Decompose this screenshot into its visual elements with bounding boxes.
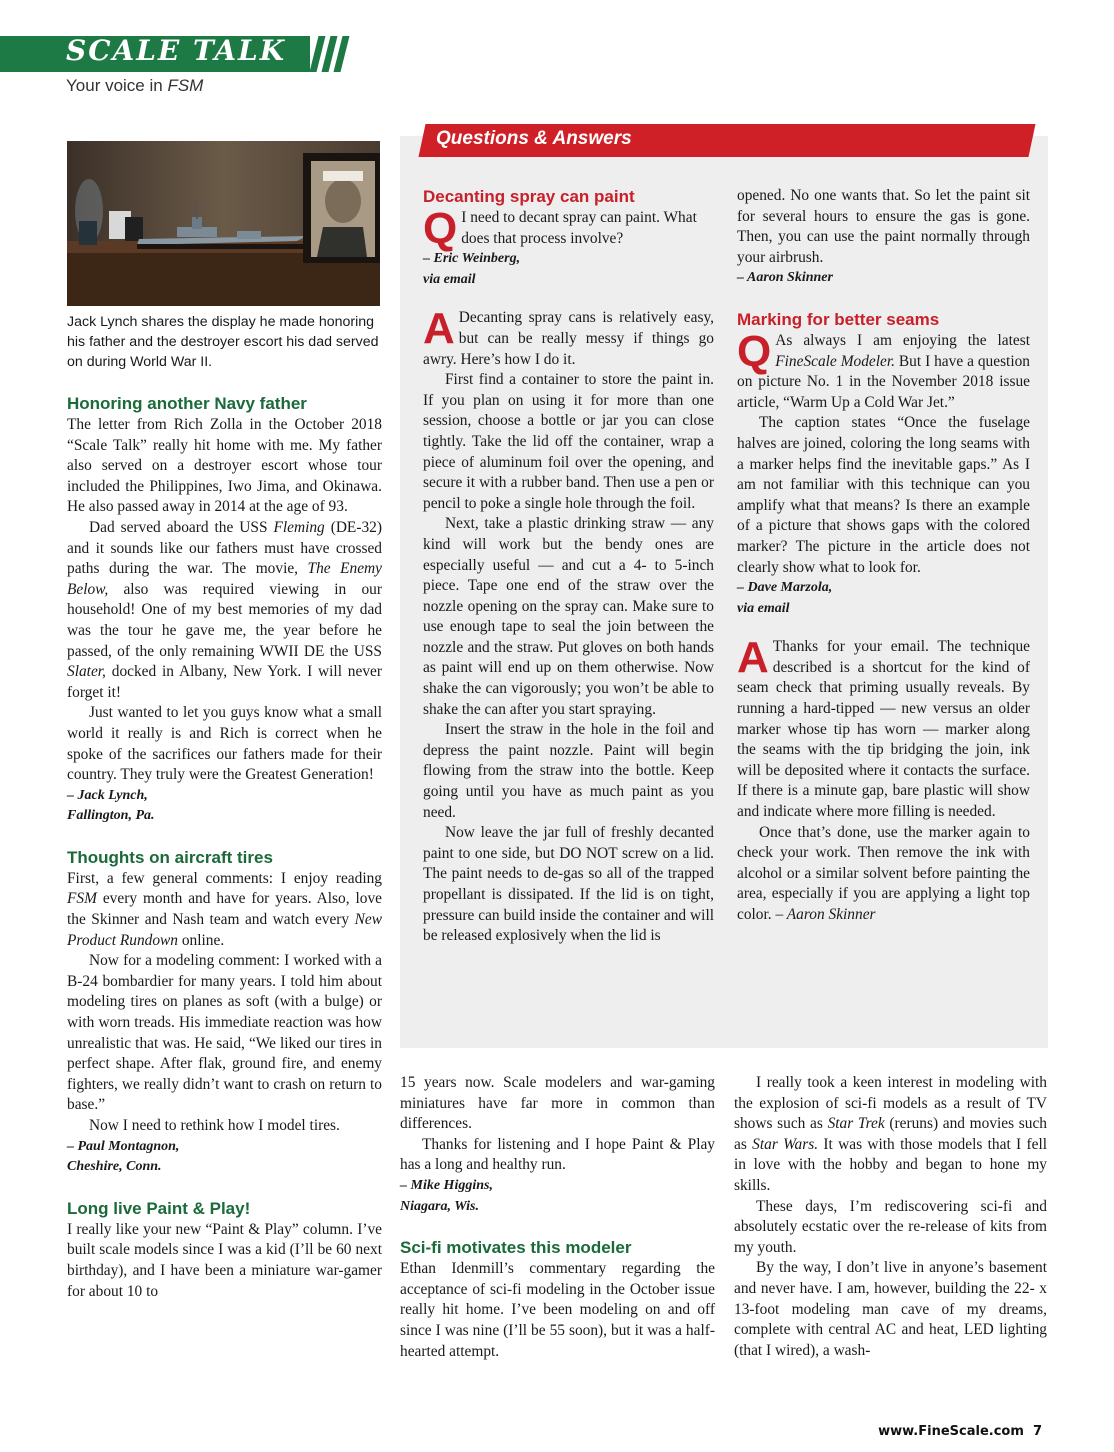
paragraph: Now I need to rethink how I model tires. xyxy=(89,1117,340,1134)
paragraph: opened. No one wants that. So let the paint sit for several hours to ensure the gas is gone. Then, you can use the paint normally through your airbrush. xyxy=(737,187,1030,266)
qa-banner-title: Questions & Answers xyxy=(436,128,632,149)
answer: A Decanting spray cans is relatively easy, but can be really messy if things go awry. Here’s how I do it. xyxy=(423,304,714,368)
paragraph: By the way, I don’t live in anyone’s basement and never have. I am, however, building the 22- x 13-foot modeling man cave of my dreams, complete with central AC and heat, LED lighting (that I wired), a wash- xyxy=(734,1259,1047,1359)
paragraph: Once that’s done, use the marker again to check your work. Then remove the ink with alcohol or a similar solvent before painting the area, especially if you are applying a light top color. – Aaron Skinner xyxy=(737,823,1030,923)
paragraph: The caption states “Once the fuselage halves are joined, coloring the long seams with a marker helps find the inevitable gaps.” As I am not familiar with this technique can you amplify what that means? Is there an example of a picture that shows gaps with the colored marker? The picture in the article does not clearly show what to look for. xyxy=(737,414,1030,576)
letter-signature: – Jack Lynch, xyxy=(67,787,148,803)
section-title: SCALE TALK xyxy=(66,34,287,67)
photo-caption: Jack Lynch shares the display he made honoring his father and the destroyer escort his dad served on during World War II. xyxy=(67,314,379,370)
letter-signature-location: Fallington, Pa. xyxy=(67,808,155,824)
letter-heading-navy: Honoring another Navy father xyxy=(67,394,307,413)
letter-signature-location: Cheshire, Conn. xyxy=(67,1159,162,1175)
paragraph: Insert the straw in the hole in the foil and depress the paint nozzle. Paint will begin flowing from the straw into the bottle. Keep going until you have as much paint as you need. xyxy=(423,721,714,821)
page-number: 7 xyxy=(1032,1424,1042,1439)
answer: A Thanks for your email. The technique described is a shortcut for the kind of seam check that priming usually reveals. By running a hard-tipped — new versus an older marker whose tip has worn — marker along the seams with the tip bridging the join, ink will be deposited where it contacts the surface. If there is a minute gap, bare plastic will show and indicate where more filling is needed. xyxy=(737,633,1030,821)
question-signature: – Dave Marzola, xyxy=(737,580,833,596)
letter-signature-location: Niagara, Wis. xyxy=(400,1198,479,1214)
paragraph: Thanks for listening and I hope Paint & Play has a long and healthy run. xyxy=(400,1135,715,1174)
paragraph: First, a few general comments: I enjoy reading FSM every month and have for years. Also, love the Skinner and Nash team and watch every New Product Rundown online. xyxy=(67,869,382,949)
paragraph: I really like your new “Paint & Play” column. I’ve built scale models since I was a kid (I’ll be 60 next birthday), and I have been a miniature war-gamer for about 10 to xyxy=(67,1220,382,1300)
section-subtitle: Your voice in FSM xyxy=(66,76,204,95)
paragraph: Now for a modeling comment: I worked with a B-24 bombardier for many years. I told him about modeling tires on planes as soft (with a bulge) or with worn treads. His immediate reaction was how unrealistic that was. He said, “We liked our tires in perfect shape. After flak, ground fire, and enemy fighters, we really didn’t want to crash on return to base.” xyxy=(67,952,382,1114)
letter-signature: – Paul Montagnon, xyxy=(67,1138,180,1154)
qa-heading-seams: Marking for better seams xyxy=(737,309,940,329)
paragraph: Next, take a plastic drinking straw — any kind will work but the bendy ones are especially useful — and cut a 4- to 5-inch piece. Tape one end of the straw over the nozzle opening on the spray can. Make sure to use enough tape to seal the join between the nozzle and the straw. Put gloves on both hands as paint will end up on them otherwise. Now shake the can vigorously; you won’t be able to shake the can after you start spraying. xyxy=(423,515,714,718)
answer-signature: – Aaron Skinner xyxy=(737,270,833,286)
paragraph: 15 years now. Scale modelers and war-gaming miniatures have far more in common than differences. xyxy=(400,1074,715,1133)
paragraph: Dad served aboard the USS Fleming (DE-32) and it sounds like our fathers must have crossed paths during the war. The movie, The Enemy Below, also was required viewing in our household! One of my best memories of my dad was the tour he gave me, the year before he passed, of the only remaining WWII DE the USS Slater, docked in Albany, New York. I will never forget it! xyxy=(67,518,382,701)
paragraph: The letter from Rich Zolla in the October 2018 “Scale Talk” really hit home with me. My father also served on a destroyer escort whose tour included the Philippines, Iwo Jima, and Okinawa. He also passed away in 2014 at the age of 93. xyxy=(67,416,382,516)
letters-column-left xyxy=(67,393,382,1302)
a-drop-cap: A xyxy=(423,304,455,354)
footer-url: www.FineScale.com xyxy=(878,1424,1024,1439)
question: Q I need to decant spray can paint. What does that process involve? xyxy=(423,204,697,253)
qa-column-2 xyxy=(737,186,1030,926)
question-signature: – Eric Weinberg, xyxy=(423,251,521,267)
qa-column-1 xyxy=(423,186,714,947)
question-signature-location: via email xyxy=(737,600,790,616)
paragraph: Ethan Idenmill’s commentary regarding the acceptance of sci-fi modeling in the October issue really hit home. I’ve been modeling on and off since I was nine (I’ll be 55 soon), but it was a half-hearted attempt. xyxy=(400,1260,715,1360)
question: Q As always I am enjoying the latest FineScale Modeler. But I have a question on picture No. 1 in the November 2018 issue article, “Warm Up a Cold War Jet.” xyxy=(737,326,1030,411)
question-signature-location: via email xyxy=(423,271,476,287)
q-drop-cap: Q xyxy=(737,326,772,376)
page-footer xyxy=(878,1424,1042,1439)
paragraph: Just wanted to let you guys know what a small world it really is and Rich is correct when he spoke of the sacrifices our fathers made for their country. They truly were the Greatest Generation! xyxy=(67,704,382,784)
qa-heading-decanting: Decanting spray can paint xyxy=(423,187,635,206)
a-drop-cap: A xyxy=(737,633,769,683)
paragraph: Now leave the jar full of freshly decanted paint to one side, but DO NOT screw on a lid. The paint needs to de-gas so all of the trapped propellant is dissipated. If the lid is on tight, pressure can build inside the container and will be released explosively when the lid is xyxy=(423,824,714,945)
letters-column-right xyxy=(734,1073,1047,1361)
letter-signature: – Mike Higgins, xyxy=(400,1177,493,1193)
letters-column-middle xyxy=(400,1073,715,1362)
q-drop-cap: Q xyxy=(423,204,458,253)
letter-heading-tires: Thoughts on aircraft tires xyxy=(67,847,273,867)
letter-heading-paint-play: Long live Paint & Play! xyxy=(67,1198,251,1218)
paragraph: I really took a keen interest in modeling with the explosion of sci-fi models as a result of TV shows such as Star Trek (reruns) and movies such as Star Wars. It was with those models that I fell in love with the hobby and began to hone my skills. xyxy=(734,1074,1048,1194)
paragraph: These days, I’m rediscovering sci-fi and absolutely ecstatic over the re-release of kits from my youth. xyxy=(734,1197,1047,1256)
paragraph: First find a container to store the paint in. If you plan on using it for more than one session, choose a bottle or jar you can close tightly. Take the lid off the container, wrap a piece of aluminum foil over the opening, and secure it with a rubber band. Then use a pen or pencil to poke a single hole through the foil. xyxy=(423,371,714,512)
display-photo xyxy=(67,141,380,306)
letter-heading-scifi: Sci-fi motivates this modeler xyxy=(400,1238,632,1258)
